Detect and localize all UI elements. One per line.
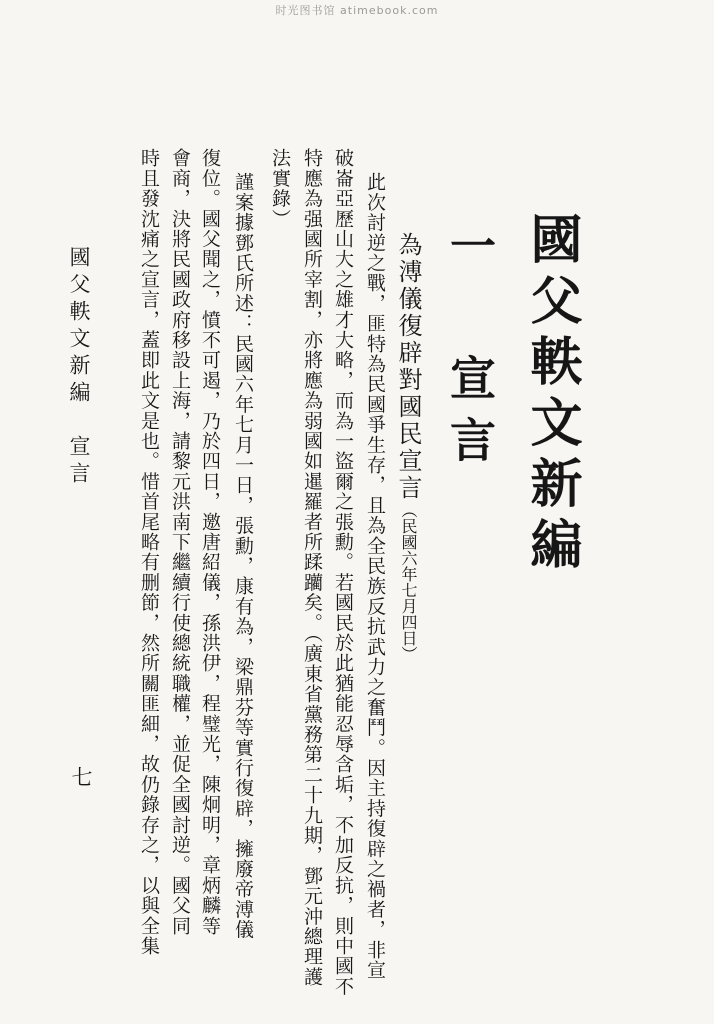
running-title: 國父軼文新編 宣言 [67,246,91,489]
body-column-1: 此次討逆之戰，匪特為民國爭生存，且為全民族反抗武力之奮鬥。因主持復辟之禍者，非宣 [364,172,386,980]
editor-note-column-4: 時且發沈痛之宣言，蓋即此文是也。惜首尾略有删節，然所關匪細，故仍錄存之，以與全集 [138,148,160,956]
body-column-3: 特應為强國所宰割，亦將應為弱國如暹羅者所蹂躪矣。（廣東省黨務第二十九期，鄧元沖總理護 [301,148,323,987]
body-column-4: 法實錄） [269,148,291,229]
section-title: 一 宣言 [443,222,497,478]
editor-note-column-1: 謹案據鄧氏所述：民國六年七月一日，張勳，康有為，梁鼎芬等實行復辟，擁廢帝溥儀 [232,172,254,940]
book-title: 國父軼文新編 [521,212,582,578]
editor-note-column-3: 會商，決將民國政府移設上海，請黎元洪南下繼續行使總統職權，並促全國討逆。國父同 [169,148,191,936]
article-heading [396,232,420,662]
heading-date: （民國六年七月四日） [399,502,418,662]
watermark: 时光图书馆 atimebook.com [275,4,439,17]
editor-note-column-2: 復位。國父聞之，憤不可遏，乃於四日，邀唐紹儀，孫洪伊，程璧光，陳炯明，章炳麟等 [199,148,221,936]
heading-text: 為溥儀復辟對國民宣言 [394,232,422,502]
body-column-2: 破崙亞歷山大之雄才大略，而為一盜爾之張勳。若國民於此猶能忍辱含垢，不加反抗，則中國不 [332,148,354,997]
page-number: 七 [69,766,93,787]
